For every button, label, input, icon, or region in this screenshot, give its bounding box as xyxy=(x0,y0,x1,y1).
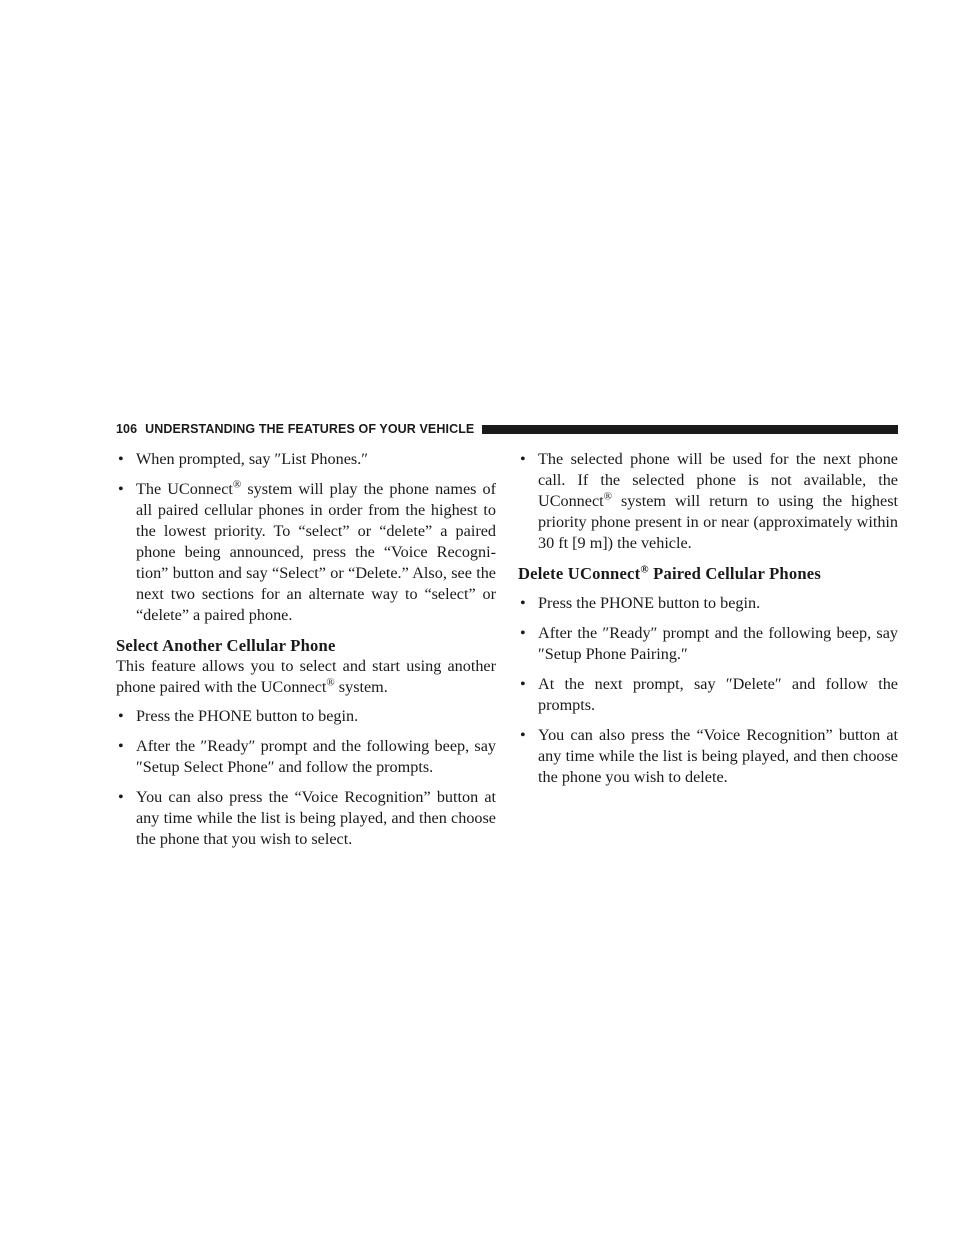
paragraph xyxy=(116,656,496,698)
bullet-text: You can also press the “Voice Recognition” button at any time while the list is being played, and then choose the phone you wish to delete. xyxy=(538,726,898,786)
bullet-text: At the next prompt, say ″Delete″ and follow the prompts. xyxy=(538,675,898,714)
page-number: 106 xyxy=(116,422,138,436)
list-item xyxy=(518,449,898,554)
bullet-text: system will return to using the highest priority phone present in or near (approximately within 30 ft [9 m]) the vehicle. xyxy=(538,492,898,552)
bullet-text: system will play the phone names of all paired cellular phones in order from the highest to the lowest priority. To “select” or “delete” a paired phone being announced, press the “Voice Recogni-tion” button and say “Select” or “Delete.” Also, see the next two sections for an alternate way to “select” or “delete” a paired phone. xyxy=(136,480,496,624)
bullet-text: Press the PHONE button to begin. xyxy=(136,707,359,725)
section-title: UNDERSTANDING THE FEATURES OF YOUR VEHICLE xyxy=(145,422,475,436)
heading-text: Paired Cellular Phones xyxy=(648,564,821,583)
registered-mark: ® xyxy=(640,563,649,576)
list-item xyxy=(116,736,496,778)
list-item xyxy=(518,593,898,614)
bullet-text: The selected phone will be used for the next phone call. If the selected phone is not available, the UConnect xyxy=(538,450,898,510)
section-heading xyxy=(518,563,898,584)
bullet-icon: • xyxy=(118,707,124,725)
bullet-icon: • xyxy=(520,726,526,744)
bullet-text: You can also press the “Voice Recognition” button at any time while the list is being played, and then choose the phone that you wish to select. xyxy=(136,788,496,848)
list-item xyxy=(518,674,898,716)
registered-mark: ® xyxy=(603,490,612,503)
list-item xyxy=(518,725,898,788)
registered-mark: ® xyxy=(326,676,335,689)
bullet-text: After the ″Ready″ prompt and the following beep, say ″Setup Phone Pairing.″ xyxy=(538,624,898,663)
bullet-icon: • xyxy=(118,737,124,755)
paragraph-text: system. xyxy=(334,678,388,696)
bullet-icon: • xyxy=(520,624,526,642)
bullet-icon: • xyxy=(520,594,526,612)
bullet-icon: • xyxy=(118,480,124,498)
bullet-icon: • xyxy=(118,788,124,806)
list-item xyxy=(116,479,496,626)
left-column xyxy=(116,449,496,859)
bullet-text: After the ″Ready″ prompt and the following beep, say ″Setup Select Phone″ and follow the prompts. xyxy=(136,737,496,776)
bullet-text: The UConnect xyxy=(136,480,233,498)
bullet-icon: • xyxy=(520,450,526,468)
list-item xyxy=(116,449,496,470)
bullet-icon: • xyxy=(118,450,124,468)
bullet-text: When prompted, say ″List Phones.″ xyxy=(136,450,368,468)
header-rule xyxy=(482,425,898,434)
bullet-text: Press the PHONE button to begin. xyxy=(538,594,761,612)
list-item xyxy=(116,706,496,727)
registered-mark: ® xyxy=(232,478,242,491)
right-column xyxy=(518,449,898,797)
list-item xyxy=(518,623,898,665)
section-heading: Select Another Cellular Phone xyxy=(116,636,336,655)
bullet-icon: • xyxy=(520,675,526,693)
paragraph-text: This feature allows you to select and start using another phone paired with the UConnect xyxy=(116,657,496,696)
list-item xyxy=(116,787,496,850)
heading-text: Delete UConnect xyxy=(518,564,641,583)
page-header xyxy=(116,419,898,439)
